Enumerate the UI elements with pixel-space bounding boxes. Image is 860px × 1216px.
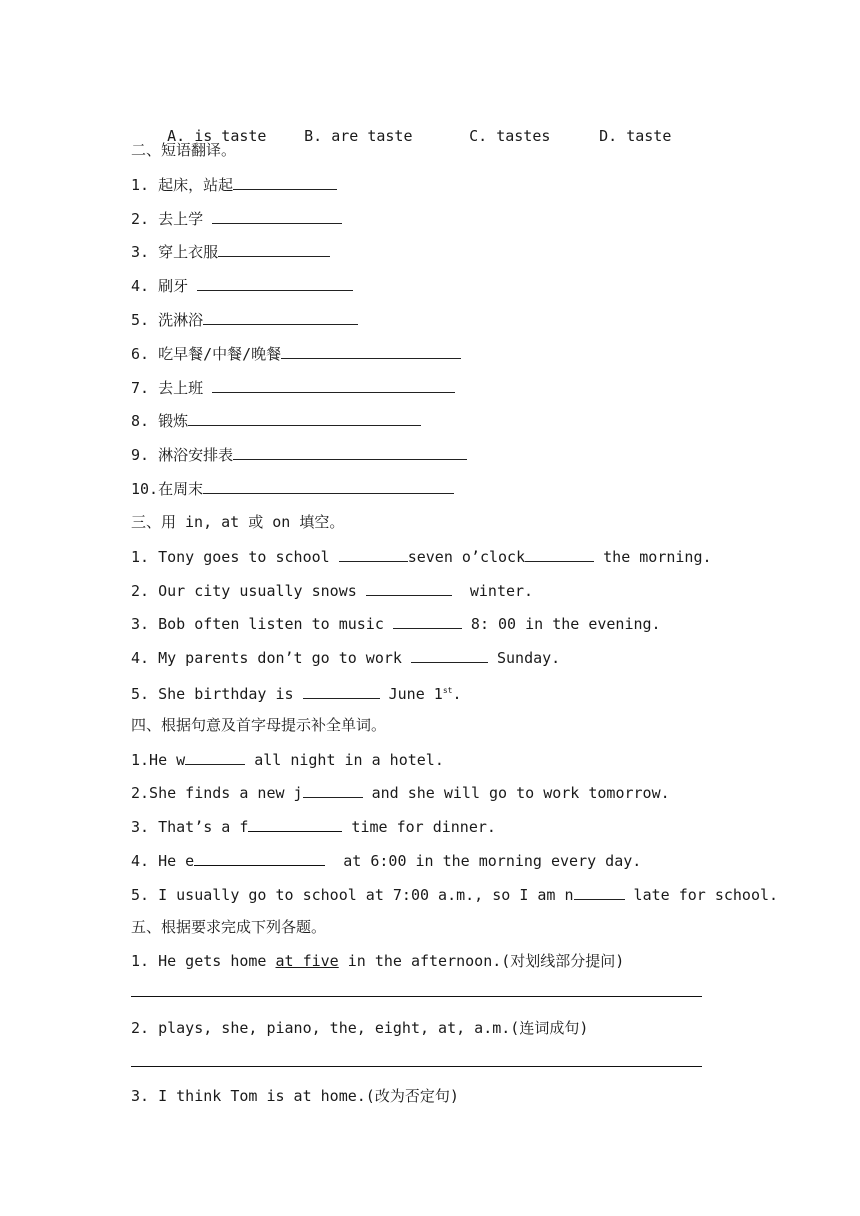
phrase-item: 2. 去上学 — [131, 208, 342, 229]
underlined-phrase: at five — [275, 952, 339, 970]
question-item: 3. Bob often listen to music 8: 00 in the evening. — [131, 615, 661, 633]
answer-blank[interactable] — [188, 410, 421, 426]
question-item: 5. She birthday is June 1st. — [131, 685, 462, 703]
phrase-item: 7. 去上班 — [131, 377, 455, 398]
answer-blank[interactable] — [303, 782, 363, 798]
option-a: A. is taste — [167, 127, 267, 145]
question-item: 1. He gets home at five in the afternoon.(对划线部分提问) — [131, 952, 625, 970]
question-item: 2. plays, she, piano, the, eight, at, a.m.(连词成句) — [131, 1019, 589, 1037]
question-item: 2.She finds a new j and she will go to work tomorrow. — [131, 784, 670, 802]
section-title-word-completion: 四、根据句意及首字母提示补全单词。 — [131, 716, 387, 734]
answer-blank[interactable] — [248, 816, 342, 832]
answer-blank[interactable] — [233, 174, 337, 190]
answer-blank[interactable] — [197, 275, 353, 291]
phrase-item: 1. 起床，站起 — [131, 174, 337, 195]
answer-blank[interactable] — [281, 343, 461, 359]
answer-blank[interactable] — [218, 241, 330, 257]
answer-blank[interactable] — [203, 309, 358, 325]
answer-line[interactable] — [131, 996, 702, 997]
answer-blank[interactable] — [393, 613, 462, 629]
answer-blank[interactable] — [212, 208, 342, 224]
question-item: 2. Our city usually snows winter. — [131, 582, 534, 600]
answer-line[interactable] — [131, 1066, 702, 1067]
answer-blank[interactable] — [339, 546, 408, 562]
phrase-item: 3. 穿上衣服 — [131, 241, 330, 262]
answer-blank[interactable] — [203, 478, 454, 494]
phrase-item: 5. 洗淋浴 — [131, 309, 358, 330]
answer-blank[interactable] — [303, 683, 380, 699]
question-item: 4. He e at 6:00 in the morning every day. — [131, 852, 642, 870]
option-b: B. are taste — [304, 127, 413, 145]
question-item: 4. My parents don’t go to work Sunday. — [131, 649, 561, 667]
phrase-item: 8. 锻炼 — [131, 410, 421, 431]
answer-blank[interactable] — [574, 884, 625, 900]
answer-blank[interactable] — [194, 850, 325, 866]
phrase-item: 6. 吃早餐/中餐/晚餐 — [131, 343, 461, 364]
question-item: 1. Tony goes to school seven o’clock the morning. — [131, 548, 712, 566]
option-d: D. taste — [599, 127, 672, 145]
section-title-phrase-translation: 二、短语翻译。 — [131, 141, 237, 159]
phrase-item: 9. 淋浴安排表 — [131, 444, 467, 465]
answer-blank[interactable] — [212, 377, 455, 393]
answer-blank[interactable] — [233, 444, 467, 460]
question-item: 5. I usually go to school at 7:00 a.m., so I am n late for school. — [131, 886, 779, 904]
question-item: 3. That’s a f time for dinner. — [131, 818, 496, 836]
option-c: C. tastes — [469, 127, 551, 145]
answer-blank[interactable] — [525, 546, 594, 562]
answer-blank[interactable] — [366, 580, 452, 596]
phrase-item: 4. 刷牙 — [131, 275, 353, 296]
question-item: 3. I think Tom is at home.(改为否定句) — [131, 1087, 459, 1105]
answer-blank[interactable] — [185, 749, 245, 765]
phrase-item: 10.在周末 — [131, 478, 454, 499]
question-item: 1.He w all night in a hotel. — [131, 751, 444, 769]
section-title-prepositions: 三、用 in, at 或 on 填空。 — [131, 513, 345, 531]
section-title-tasks: 五、根据要求完成下列各题。 — [131, 918, 327, 936]
answer-blank[interactable] — [411, 647, 488, 663]
